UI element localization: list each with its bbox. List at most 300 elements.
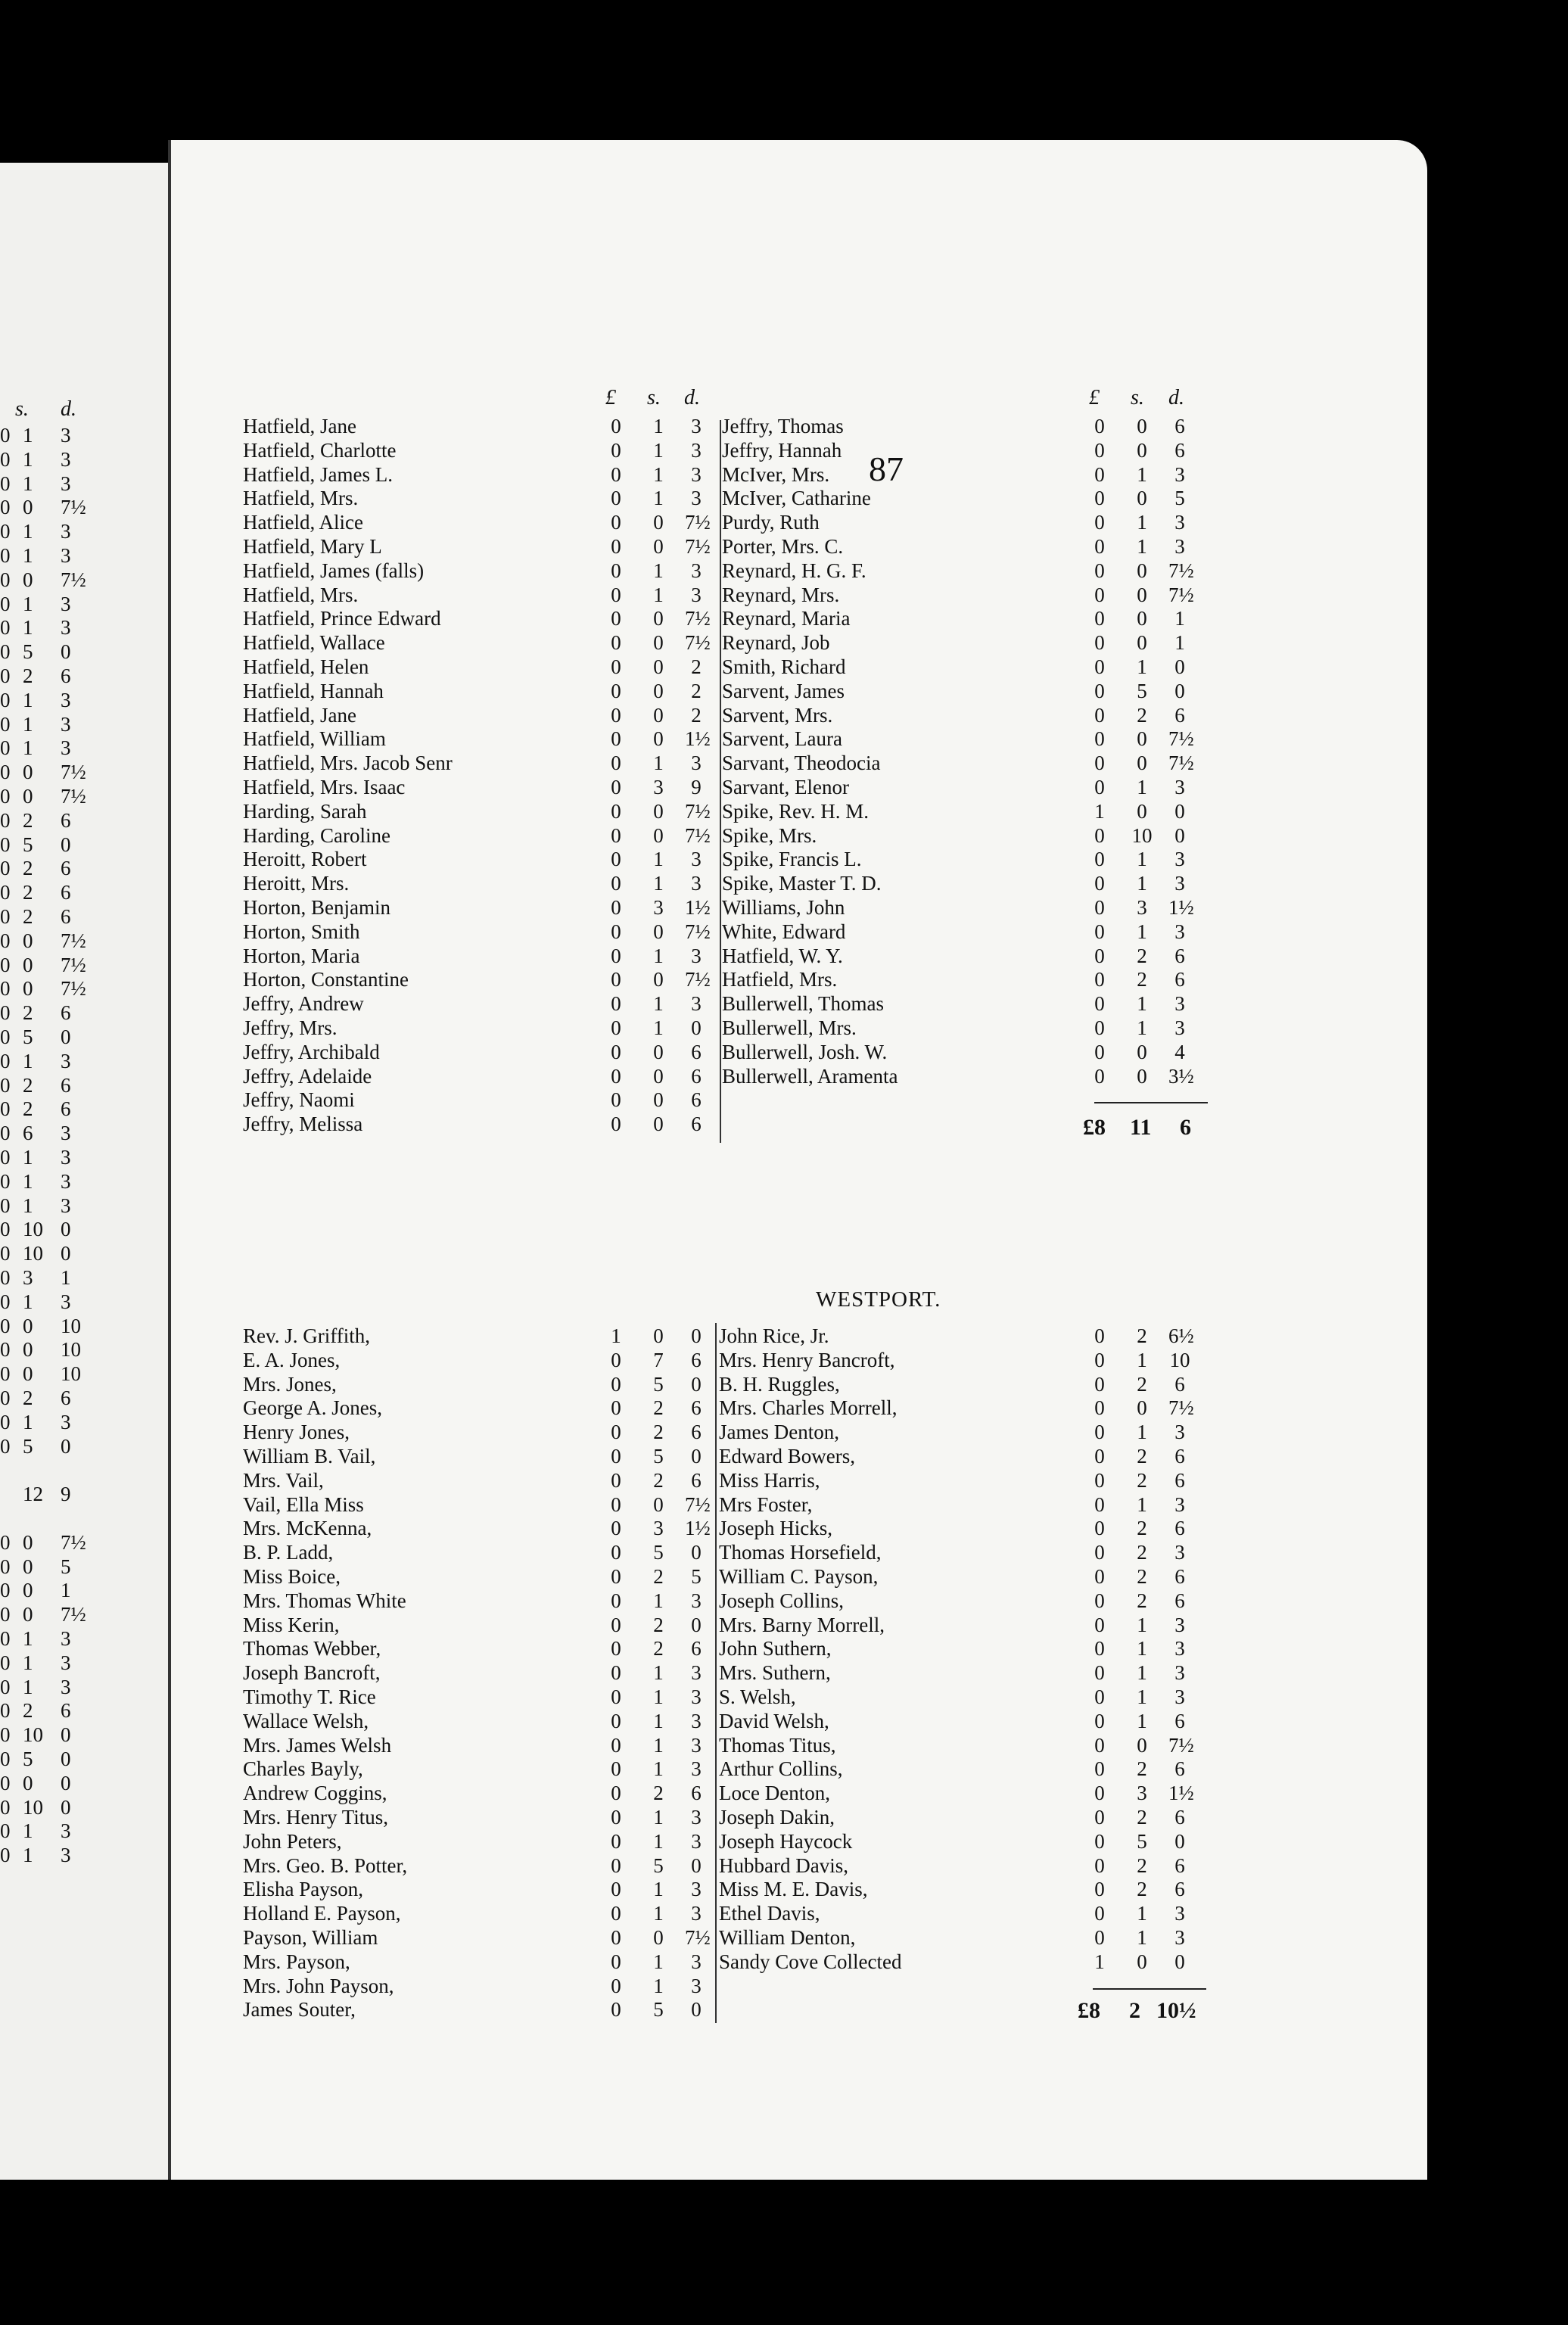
ledger-row xyxy=(243,968,715,992)
amount-pence: 6 xyxy=(1174,703,1185,727)
amount-pounds: 0 xyxy=(611,462,621,486)
ledger-row xyxy=(719,1685,1199,1710)
amount-pence: 6 xyxy=(1174,968,1185,991)
header-right-pounds: £ xyxy=(1089,386,1100,409)
left-page-amount: 0 xyxy=(23,568,33,591)
ledger-row xyxy=(243,1998,715,2022)
ledger-row xyxy=(243,1421,715,1445)
left-page-amount: 0 xyxy=(0,1073,11,1097)
amount-shillings: 1 xyxy=(1137,535,1147,558)
amount-pence: 3 xyxy=(691,1806,702,1829)
amount-pence: 0 xyxy=(691,1016,702,1039)
amount-pence: 7½ xyxy=(1168,727,1194,751)
amount-pounds: 0 xyxy=(611,1661,621,1685)
facing-page-fragment xyxy=(0,163,168,2180)
amount-shillings: 0 xyxy=(653,968,664,991)
amount-pence: 0 xyxy=(1174,679,1185,702)
subscriber-name: Thomas Webber, xyxy=(243,1637,381,1660)
ledger-row xyxy=(243,752,715,776)
amount-shillings: 2 xyxy=(1137,1565,1147,1588)
subscriber-name: Mrs. John Payson, xyxy=(243,1974,394,1997)
subscriber-name: Hatfield, James L. xyxy=(243,462,393,486)
amount-pence: 6 xyxy=(1174,1468,1185,1492)
subscriber-name: McIver, Mrs. xyxy=(722,462,830,486)
ledger-row xyxy=(719,1782,1199,1806)
left-page-amount: 1 xyxy=(23,1194,33,1217)
amount-pounds: 0 xyxy=(611,1565,621,1588)
amount-shillings: 0 xyxy=(1137,415,1147,437)
left-page-amount: 1 xyxy=(23,1410,33,1433)
subscriber-name: John Peters, xyxy=(243,1829,342,1853)
subscriber-name: Mrs. Payson, xyxy=(243,1950,350,1973)
subscriber-name: Hatfield, Mrs. Jacob Senr xyxy=(243,752,453,775)
ledger-row xyxy=(243,1493,715,1517)
amount-pence: 3 xyxy=(691,1661,702,1685)
left-page-amount: 0 xyxy=(0,1218,11,1241)
amount-shillings: 2 xyxy=(1137,1541,1147,1564)
left-page-amount: 0 xyxy=(23,1579,33,1602)
subscriber-name: Andrew Coggins, xyxy=(243,1782,387,1805)
ledger-row xyxy=(719,1950,1199,1975)
amount-pounds: 0 xyxy=(1094,1757,1105,1781)
left-page-amount: 2 xyxy=(23,881,33,904)
amount-pounds: 0 xyxy=(611,487,621,510)
ledger-row xyxy=(722,511,1199,535)
ledger-row xyxy=(719,1565,1199,1589)
left-page-amount: 1 xyxy=(23,736,33,760)
amount-pounds: 0 xyxy=(611,1902,621,1925)
left-page-amount: 3 xyxy=(61,472,71,495)
amount-shillings: 1 xyxy=(653,1806,664,1829)
subscriber-name: William B. Vail, xyxy=(243,1445,376,1468)
top-total-pounds: £8 xyxy=(1083,1115,1106,1140)
amount-shillings: 0 xyxy=(653,727,664,751)
amount-shillings: 3 xyxy=(653,776,664,798)
left-page-amount: 0 xyxy=(0,1026,11,1048)
amount-shillings: 0 xyxy=(653,607,664,630)
subscriber-name: Thomas Titus, xyxy=(719,1733,836,1757)
ledger-row xyxy=(243,920,715,945)
left-page-amount: 0 xyxy=(0,1362,11,1386)
left-page-amount: 0 xyxy=(61,1723,71,1747)
subscriber-name: Sarvent, Laura xyxy=(722,727,842,751)
amount-shillings: 1 xyxy=(653,992,664,1016)
amount-shillings: 0 xyxy=(653,655,664,678)
subscriber-name: Rev. J. Griffith, xyxy=(243,1324,370,1347)
subscriber-name: Jeffry, Adelaide xyxy=(243,1064,372,1088)
amount-pounds: 0 xyxy=(1094,1016,1105,1039)
ledger-row xyxy=(243,607,715,631)
amount-pounds: 0 xyxy=(611,1040,621,1063)
left-page-amount: 6 xyxy=(61,665,71,687)
left-page-amount: 0 xyxy=(0,1723,11,1747)
amount-pence: 3 xyxy=(691,1974,702,1997)
amount-pounds: 0 xyxy=(1094,727,1105,751)
amount-pence: 6 xyxy=(1174,1853,1185,1877)
amount-shillings: 1 xyxy=(1137,992,1147,1016)
amount-shillings: 0 xyxy=(1137,583,1147,606)
amount-pounds: 0 xyxy=(1094,1709,1105,1732)
subscriber-name: Joseph Bancroft, xyxy=(243,1661,381,1685)
left-page-amount: 0 xyxy=(0,857,11,880)
left-page-amount: 0 xyxy=(0,544,11,567)
bottom-total-shillings: 2 xyxy=(1129,1998,1140,2023)
amount-pence: 3 xyxy=(1174,1926,1185,1949)
bottom-total-pounds: £8 xyxy=(1078,1998,1100,2023)
amount-pence: 3 xyxy=(691,1589,702,1612)
amount-pence: 6 xyxy=(691,1064,702,1088)
left-page-amount: 10 xyxy=(61,1314,81,1337)
left-page-amount: 0 xyxy=(0,1748,11,1770)
amount-shillings: 1 xyxy=(1137,1661,1147,1685)
left-page-amount: 0 xyxy=(23,953,33,976)
left-page-amount: 0 xyxy=(0,1001,11,1025)
amount-pounds: 0 xyxy=(611,703,621,727)
amount-pence: 3 xyxy=(1174,1016,1185,1039)
left-page-amount: 1 xyxy=(23,592,33,615)
amount-shillings: 1 xyxy=(1137,872,1147,895)
amount-pence: 3 xyxy=(1174,776,1185,798)
left-page-amount: 0 xyxy=(23,1555,33,1578)
left-page-amount: 0 xyxy=(61,1771,71,1794)
ledger-row xyxy=(722,752,1199,776)
subscriber-name: E. A. Jones, xyxy=(243,1348,341,1371)
amount-shillings: 1 xyxy=(653,462,664,486)
amount-shillings: 0 xyxy=(653,1040,664,1063)
amount-pence: 7½ xyxy=(1168,1733,1194,1757)
ledger-row xyxy=(719,1637,1199,1661)
left-page-amount: 2 xyxy=(23,1387,33,1409)
ledger-row xyxy=(243,848,715,872)
amount-shillings: 2 xyxy=(1137,1517,1147,1540)
left-page-amount: 0 xyxy=(23,1603,33,1626)
amount-pounds: 0 xyxy=(1094,462,1105,486)
ledger-row xyxy=(243,1614,715,1638)
amount-pence: 0 xyxy=(691,1613,702,1636)
amount-pence: 3 xyxy=(691,1709,702,1732)
amount-pence: 7½ xyxy=(685,920,711,943)
bottom-total xyxy=(1078,1998,1196,2024)
ledger-row xyxy=(719,1926,1199,1950)
left-page-amount: 7½ xyxy=(61,761,86,784)
amount-pence: 3 xyxy=(691,1902,702,1925)
amount-pence: 3 xyxy=(691,848,702,871)
left-page-amount: 1 xyxy=(23,1627,33,1650)
amount-pounds: 0 xyxy=(611,896,621,919)
subscriber-name: McIver, Catharine xyxy=(722,487,871,510)
left-page-amount: 1 xyxy=(23,1049,33,1072)
left-page-amount: 0 xyxy=(23,1338,33,1362)
amount-pounds: 0 xyxy=(1094,1445,1105,1468)
left-page-amount: 6 xyxy=(61,808,71,832)
ledger-row xyxy=(243,1950,715,1975)
ledger-row xyxy=(243,1878,715,1902)
amount-pence: 1½ xyxy=(1168,896,1194,919)
amount-shillings: 2 xyxy=(1137,968,1147,991)
amount-pounds: 0 xyxy=(1094,1829,1105,1853)
amount-pounds: 1 xyxy=(1094,1950,1105,1973)
left-page-amount: 1 xyxy=(61,1579,71,1602)
ledger-row xyxy=(243,680,715,704)
amount-pounds: 0 xyxy=(611,944,621,967)
amount-shillings: 2 xyxy=(653,1613,664,1636)
amount-pounds: 0 xyxy=(611,1064,621,1088)
amount-pence: 3 xyxy=(691,415,702,437)
amount-shillings: 2 xyxy=(653,1396,664,1420)
page-number: 87 xyxy=(869,450,904,488)
left-page-amount: 0 xyxy=(0,616,11,640)
amount-shillings: 1 xyxy=(653,1950,664,1973)
amount-pence: 3 xyxy=(1174,872,1185,895)
amount-pounds: 0 xyxy=(611,1974,621,1997)
amount-pounds: 0 xyxy=(611,872,621,895)
subscriber-name: Hatfield, Alice xyxy=(243,511,363,534)
amount-pounds: 0 xyxy=(611,1088,621,1112)
left-page-amount: 0 xyxy=(0,1049,11,1072)
ledger-row xyxy=(722,584,1199,608)
ledger-row xyxy=(722,415,1199,439)
ledger-row xyxy=(719,1854,1199,1878)
left-page-amount: 0 xyxy=(0,808,11,832)
amount-pounds: 0 xyxy=(1094,1661,1105,1685)
amount-pounds: 0 xyxy=(611,1950,621,1973)
amount-pounds: 0 xyxy=(1094,1613,1105,1636)
left-page-amount: 0 xyxy=(0,1699,11,1723)
left-page-amount: 0 xyxy=(0,1434,11,1458)
left-page-amount: 0 xyxy=(61,1434,71,1458)
amount-pence: 3 xyxy=(691,992,702,1016)
ledger-row xyxy=(722,439,1199,463)
left-page-amount: 5 xyxy=(23,833,33,856)
left-page-amount: 0 xyxy=(0,929,11,952)
subscriber-name: Hatfield, Mrs. Isaac xyxy=(243,776,406,798)
ledger-row xyxy=(719,1541,1199,1565)
amount-pence: 6 xyxy=(1174,1445,1185,1468)
subscriber-name: B. P. Ladd, xyxy=(243,1541,334,1564)
subscriber-name: Hatfield, Mrs. xyxy=(243,583,359,606)
left-page-amount: 6 xyxy=(23,1122,33,1145)
amount-pence: 7½ xyxy=(685,607,711,630)
left-page-amount: 0 xyxy=(23,785,33,808)
amount-pence: 1½ xyxy=(685,896,711,919)
subscriber-name: Timothy T. Rice xyxy=(243,1685,376,1708)
left-page-amount: 3 xyxy=(61,1122,71,1145)
amount-pounds: 0 xyxy=(611,1492,621,1516)
ledger-row xyxy=(722,896,1199,920)
left-page-amount: 6 xyxy=(61,1699,71,1723)
subscriber-name: Joseph Dakin, xyxy=(719,1806,835,1829)
left-page-amount: 0 xyxy=(0,640,11,664)
ledger-row xyxy=(722,680,1199,704)
amount-pence: 3 xyxy=(691,872,702,895)
amount-pounds: 0 xyxy=(1094,1040,1105,1063)
amount-shillings: 1 xyxy=(1137,655,1147,678)
amount-pounds: 0 xyxy=(1094,1637,1105,1660)
left-page-amount: 0 xyxy=(23,761,33,784)
subscriber-name: Hatfield, Jane xyxy=(243,703,356,727)
left-page-amount: 10 xyxy=(61,1362,81,1386)
subscriber-name: Joseph Hicks, xyxy=(719,1517,832,1540)
left-page-amount: 0 xyxy=(0,1146,11,1169)
ledger-row xyxy=(243,1373,715,1397)
amount-pounds: 0 xyxy=(611,1878,621,1901)
left-page-amount: 3 xyxy=(61,1651,71,1674)
amount-shillings: 1 xyxy=(1137,462,1147,486)
amount-pounds: 0 xyxy=(611,920,621,943)
amount-pence: 3 xyxy=(691,1685,702,1708)
subscriber-name: Hatfield, Helen xyxy=(243,655,369,678)
left-page-amount: 10 xyxy=(23,1723,43,1747)
ledger-row xyxy=(719,1830,1199,1854)
subscriber-name: Horton, Smith xyxy=(243,920,360,943)
amount-shillings: 5 xyxy=(653,1445,664,1468)
subscriber-name: Smith, Richard xyxy=(722,655,846,678)
left-page-amount: 0 xyxy=(0,1603,11,1626)
left-page-amount: 1 xyxy=(61,1266,71,1289)
subscriber-name: Mrs. Jones, xyxy=(243,1372,337,1396)
subscriber-name: Vail, Ella Miss xyxy=(243,1492,364,1516)
ledger-row xyxy=(719,1661,1199,1685)
amount-pounds: 0 xyxy=(611,1445,621,1468)
amount-pence: 6 xyxy=(1174,1517,1185,1540)
amount-shillings: 7 xyxy=(653,1348,664,1371)
ledger-row xyxy=(243,872,715,896)
amount-pounds: 0 xyxy=(1094,607,1105,630)
amount-pounds: 0 xyxy=(1094,487,1105,510)
amount-pounds: 0 xyxy=(1094,752,1105,775)
left-page-amount: 1 xyxy=(23,1146,33,1169)
ledger-row xyxy=(243,584,715,608)
amount-pounds: 0 xyxy=(611,727,621,751)
left-page-amount: 3 xyxy=(61,1194,71,1217)
top-total-pence: 6 xyxy=(1180,1115,1191,1140)
amount-shillings: 1 xyxy=(653,1016,664,1039)
left-page-amount: 3 xyxy=(61,1049,71,1072)
amount-pence: 3 xyxy=(1174,511,1185,534)
subscriber-name: Sandy Cove Collected xyxy=(719,1950,902,1973)
amount-shillings: 5 xyxy=(653,1853,664,1877)
ledger-row xyxy=(243,1016,715,1041)
subscriber-name: Jeffry, Naomi xyxy=(243,1088,355,1112)
subscriber-name: Hatfield, Mrs. xyxy=(243,487,359,510)
amount-shillings: 1 xyxy=(653,1709,664,1732)
left-page-amount: 3 xyxy=(23,1266,33,1289)
amount-shillings: 1 xyxy=(1137,776,1147,798)
subscriber-name: Williams, John xyxy=(722,896,845,919)
amount-shillings: 1 xyxy=(653,438,664,462)
subscriber-name: Sarvant, Elenor xyxy=(722,776,849,798)
amount-pounds: 0 xyxy=(611,799,621,823)
subscriber-name: Mrs. Suthern, xyxy=(719,1661,831,1685)
ledger-row xyxy=(722,631,1199,655)
ledger-row xyxy=(243,800,715,824)
amount-pence: 3 xyxy=(691,1733,702,1757)
amount-pence: 3½ xyxy=(1168,1064,1194,1088)
amount-shillings: 0 xyxy=(1137,727,1147,751)
ledger-row xyxy=(243,1113,715,1137)
subscriber-name: William C. Payson, xyxy=(719,1565,879,1588)
subscriber-name: Mrs. Barny Morrell, xyxy=(719,1613,885,1636)
amount-shillings: 0 xyxy=(1137,1733,1147,1757)
subscriber-name: Hatfield, W. Y. xyxy=(722,944,843,967)
subscriber-name: Jeffry, Hannah xyxy=(722,438,842,462)
left-page-amount: 0 xyxy=(0,1194,11,1217)
subscriber-name: Mrs. Henry Bancroft, xyxy=(719,1348,895,1371)
ledger-row xyxy=(243,1854,715,1878)
subscriber-name: Hatfield, Prince Edward xyxy=(243,607,441,630)
amount-pounds: 0 xyxy=(1094,559,1105,582)
amount-pounds: 0 xyxy=(1094,848,1105,871)
bottom-total-pence: 10½ xyxy=(1156,1998,1196,2023)
amount-shillings: 0 xyxy=(1137,799,1147,823)
amount-pence: 7½ xyxy=(1168,752,1194,775)
amount-pence: 5 xyxy=(1174,487,1185,510)
left-page-amount: 0 xyxy=(0,953,11,976)
subscriber-name: Miss Kerin, xyxy=(243,1613,340,1636)
left-page-amount: 3 xyxy=(61,736,71,760)
ledger-row xyxy=(722,487,1199,511)
left-page-amount: 0 xyxy=(0,1387,11,1409)
subscriber-name: Wallace Welsh, xyxy=(243,1709,369,1732)
amount-shillings: 1 xyxy=(1137,1492,1147,1516)
amount-shillings: 0 xyxy=(1137,607,1147,630)
ledger-row xyxy=(243,1589,715,1614)
subscriber-name: Hatfield, William xyxy=(243,727,386,751)
subscriber-name: Hatfield, Mary L xyxy=(243,535,382,558)
subscriber-name: Hatfield, James (falls) xyxy=(243,559,425,582)
amount-pounds: 0 xyxy=(611,1468,621,1492)
header-right-pence: d. xyxy=(1168,386,1184,409)
amount-shillings: 1 xyxy=(653,1757,664,1781)
amount-shillings: 1 xyxy=(653,1685,664,1708)
left-page-amount: 0 xyxy=(0,568,11,591)
left-page-amount: 7½ xyxy=(61,977,86,1001)
ledger-row xyxy=(719,1373,1199,1397)
subscriber-name: Bullerwell, Thomas xyxy=(722,992,884,1016)
left-page-amount: 3 xyxy=(61,712,71,736)
amount-pounds: 0 xyxy=(611,848,621,871)
subscriber-name: Horton, Maria xyxy=(243,944,360,967)
amount-pounds: 0 xyxy=(1094,583,1105,606)
amount-pounds: 0 xyxy=(1094,1853,1105,1877)
amount-pence: 3 xyxy=(691,487,702,510)
amount-pounds: 0 xyxy=(611,559,621,582)
left-page-amount: 6 xyxy=(61,905,71,928)
left-page-amount: 10 xyxy=(23,1218,43,1241)
left-page-amount: 6 xyxy=(61,857,71,880)
amount-pounds: 0 xyxy=(1094,1324,1105,1347)
ledger-row xyxy=(243,1734,715,1758)
amount-pounds: 0 xyxy=(1094,415,1105,437)
amount-pence: 6 xyxy=(1174,438,1185,462)
left-page-amount: 3 xyxy=(61,688,71,711)
amount-pence: 6 xyxy=(1174,1878,1185,1901)
ledger-row xyxy=(719,1469,1199,1493)
ledger-row xyxy=(243,1926,715,1950)
amount-pence: 7½ xyxy=(1168,559,1194,582)
amount-pounds: 0 xyxy=(611,1396,621,1420)
amount-shillings: 2 xyxy=(1137,1324,1147,1347)
subscriber-name: Hatfield, Mrs. xyxy=(722,968,838,991)
left-page-amount: 2 xyxy=(23,905,33,928)
amount-shillings: 1 xyxy=(1137,848,1147,871)
left-page-amount: 0 xyxy=(0,665,11,687)
subscriber-name: Jeffry, Mrs. xyxy=(243,1016,338,1039)
amount-pounds: 0 xyxy=(1094,968,1105,991)
amount-pounds: 0 xyxy=(1094,631,1105,655)
left-page-amount: 3 xyxy=(61,1146,71,1169)
left-page-amount: 0 xyxy=(23,1771,33,1794)
